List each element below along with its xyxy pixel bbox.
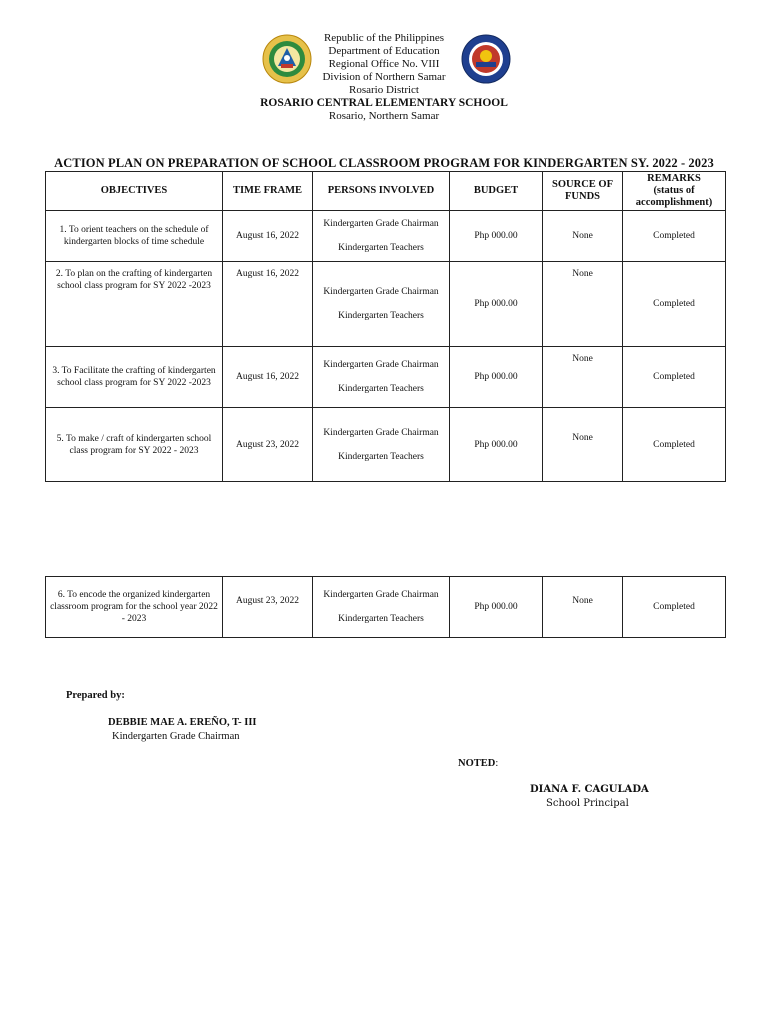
document-title: ACTION PLAN ON PREPARATION OF SCHOOL CLASSROOM PROGRAM FOR KINDERGARTEN SY. 2022 - 2023 (54, 156, 714, 170)
col-remarks-line3: accomplishment) (635, 197, 713, 208)
row-person-teachers: Kindergarten Teachers (338, 311, 424, 321)
letterhead (0, 32, 768, 123)
row-person-teachers: Kindergarten Teachers (338, 243, 424, 253)
row-person-teachers: Kindergarten Teachers (338, 451, 424, 462)
row-budget: Php 000.00 (450, 211, 543, 262)
header-region: Regional Office No. VIII (328, 58, 440, 70)
preparer-position: Kindergarten Grade Chairman (112, 731, 240, 742)
row-remarks: Completed (623, 262, 726, 347)
col-remarks (623, 172, 726, 211)
row-persons (313, 577, 450, 638)
row-budget: Php 000.00 (450, 347, 543, 408)
table-row (46, 211, 726, 262)
row-persons (313, 262, 450, 347)
row-budget: Php 000.00 (450, 262, 543, 347)
row-source: None (543, 577, 623, 638)
row-person-chairman: Kindergarten Grade Chairman (323, 219, 439, 229)
col-source-line1: SOURCE OF (552, 179, 613, 190)
row-person-teachers: Kindergarten Teachers (338, 614, 424, 624)
row-budget: Php 000.00 (450, 577, 543, 638)
row-person-chairman: Kindergarten Grade Chairman (323, 287, 439, 297)
col-remarks-line1: REMARKS (647, 173, 701, 184)
principal-name: DIANA F. CAGULADA (530, 784, 649, 795)
row-time-frame: August 16, 2022 (223, 347, 313, 408)
table-row (46, 262, 726, 347)
table-header-row (46, 172, 726, 211)
col-objectives: OBJECTIVES (46, 172, 223, 211)
col-persons-involved: PERSONS INVOLVED (313, 172, 450, 211)
table-row (46, 577, 726, 638)
row-persons (313, 211, 450, 262)
row-time-frame: August 16, 2022 (223, 262, 313, 347)
preparer-signature-block (108, 716, 257, 744)
noted-text: NOTED (458, 758, 496, 769)
row-objective: 6. To encode the organized kindergarten classroom program for the school year 2022 - 2023 (46, 577, 223, 638)
row-objective: 1. To orient teachers on the schedule of kindergarten blocks of time schedule (46, 211, 223, 262)
row-person-teachers: Kindergarten Teachers (338, 384, 424, 394)
row-person-chairman: Kindergarten Grade Chairman (323, 590, 439, 600)
noted-colon: : (495, 758, 499, 769)
header-school-name: ROSARIO CENTRAL ELEMENTARY SCHOOL (260, 97, 508, 109)
header-district: Rosario District (349, 84, 419, 96)
row-budget: Php 000.00 (450, 408, 543, 482)
row-objective: 5. To make / craft of kindergarten school class program for SY 2022 - 2023 (46, 408, 223, 482)
table-row (46, 408, 726, 482)
row-time-frame: August 23, 2022 (223, 408, 313, 482)
prepared-by-label: Prepared by: (66, 690, 125, 701)
noted-label (458, 758, 498, 769)
table-row (46, 347, 726, 408)
row-persons (313, 347, 450, 408)
col-source-of-funds (543, 172, 623, 211)
header-department: Department of Education (328, 45, 440, 57)
principal-signature-block (530, 783, 649, 811)
row-remarks: Completed (623, 577, 726, 638)
col-source-line2: FUNDS (564, 191, 600, 202)
row-time-frame: August 16, 2022 (223, 211, 313, 262)
row-remarks: Completed (623, 211, 726, 262)
row-time-frame: August 23, 2022 (223, 577, 313, 638)
preparer-name: DEBBIE MAE A. EREÑO, T- III (108, 717, 257, 728)
row-person-chairman: Kindergarten Grade Chairman (323, 427, 439, 438)
row-source: None (543, 408, 623, 482)
header-school-address: Rosario, Northern Samar (328, 110, 440, 122)
row-source: None (543, 211, 623, 262)
col-time-frame: TIME FRAME (223, 172, 313, 211)
principal-position: School Principal (546, 798, 629, 809)
row-source: None (543, 262, 623, 347)
col-remarks-line2: (status of (653, 185, 695, 196)
row-persons (313, 408, 450, 482)
row-source: None (543, 347, 623, 408)
row-person-chairman: Kindergarten Grade Chairman (323, 360, 439, 370)
row-remarks: Completed (623, 347, 726, 408)
header-division: Division of Northern Samar (322, 71, 446, 83)
row-objective: 3. To Facilitate the crafting of kindergarten school class program for SY 2022 -2023 (46, 347, 223, 408)
action-plan-table (45, 171, 726, 482)
action-plan-table-continued (45, 576, 726, 638)
header-republic: Republic of the Philippines (323, 32, 445, 44)
col-budget: BUDGET (450, 172, 543, 211)
row-objective: 2. To plan on the crafting of kindergarten school class program for SY 2022 -2023 (46, 262, 223, 347)
row-remarks: Completed (623, 408, 726, 482)
